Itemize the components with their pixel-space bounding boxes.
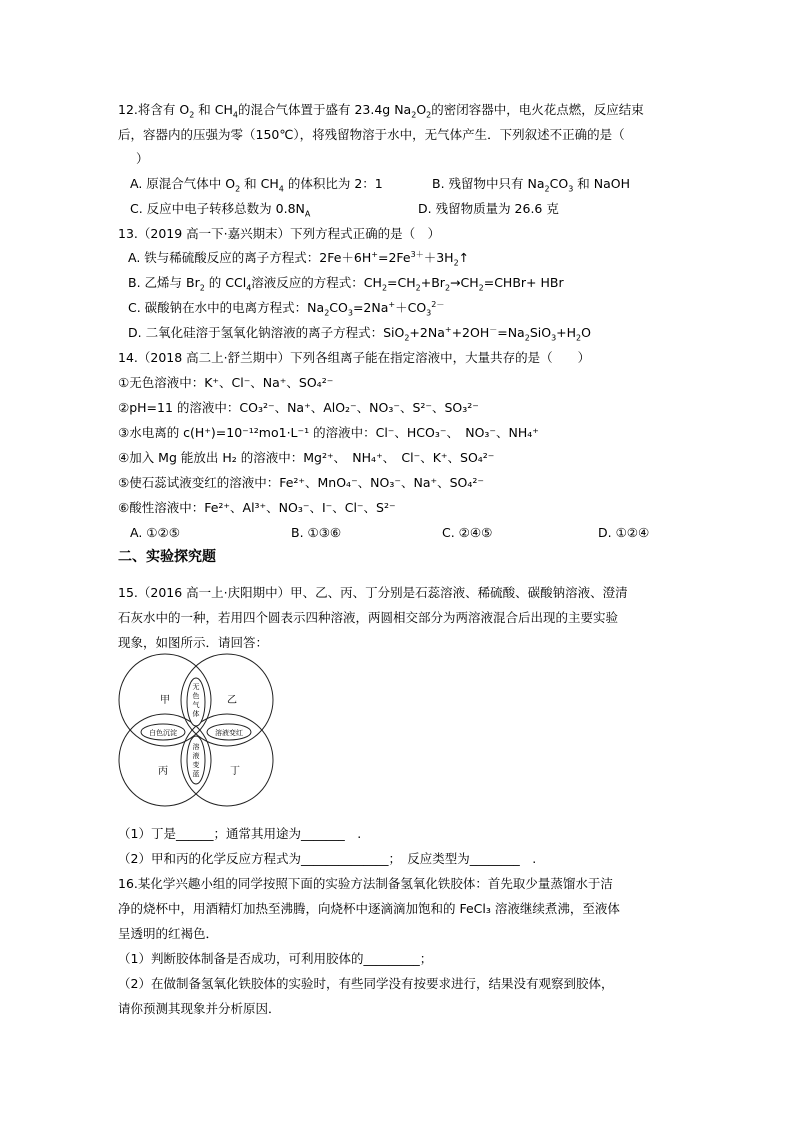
label-bing: 丙 — [158, 766, 168, 777]
q16-part1: （1）判断胶体制备是否成功，可利用胶体的_________； — [118, 951, 433, 966]
venn-diagram — [120, 656, 280, 816]
q14-item-1: ①无色溶液中：K⁺、Cl⁻、Na⁺、SO₄²⁻ — [118, 375, 334, 390]
q15-line2: 石灰水中的一种，若用四个圆表示四种溶液，两圆相交部分为两溶液混合后出现的主要实验 — [118, 610, 619, 625]
label-yi: 乙 — [227, 695, 237, 706]
label-right: 溶液变红 — [215, 729, 243, 737]
q12-line3: ） — [136, 151, 149, 166]
q12-option-c: C. 反应中电子转移总数为 $0.8N_A$ — [130, 201, 311, 219]
q15-part2: （2）甲和丙的化学反应方程式为______________； 反应类型为________ . — [118, 851, 537, 866]
label-top-1: 无 — [192, 683, 200, 691]
q13-option-b: B. 乙烯与 $Br_2$ 的 CCl$_4$溶液反应的方程式：$CH_2=CH_2+Br_2\to CH_2=CHBr+$ HBr — [128, 275, 564, 293]
q13-option-c: C. 碳酸钠在水中的电离方程式：$Na_2CO_3=2Na^++CO_3^{2-}$ — [128, 299, 445, 318]
section-heading: 二、实验探究题 — [118, 549, 216, 565]
q13-option-d: D. 二氧化硅溶于氢氧化钠溶液的离子方程式：$SiO_2+2Na^++2OH^-=Na_2SiO_3+H_2O$ — [128, 324, 591, 343]
label-bottom-4: 蓝 — [192, 770, 200, 778]
q16-line1: 16.某化学兴趣小组的同学按照下面的实验方法制备氢氧化铁胶体：首先取少量蒸馏水于洁 — [118, 876, 613, 891]
q16-part2-line2: 请你预测其现象并分析原因． — [118, 1001, 281, 1016]
q15-line3: 现象，如图所示．请回答： — [118, 635, 269, 650]
q14-stem: 14.（2018 高二上·舒兰期中）下列各组离子能在指定溶液中，大量共存的是（ ） — [118, 350, 591, 365]
label-jia: 甲 — [160, 695, 170, 706]
q13-stem: 13.（2019 高一下·嘉兴期末）下列方程式正确的是（ ） — [118, 226, 441, 241]
q14-item-6: ⑥酸性溶液中：Fe²⁺、Al³⁺、NO₃⁻、I⁻、Cl⁻、S²⁻ — [118, 500, 396, 515]
q14-item-3: ③水电离的 c(H⁺)=10⁻¹²mo1·L⁻¹ 的溶液中：Cl⁻、HCO₃⁻、 NO₃⁻、NH₄⁺ — [118, 425, 539, 440]
q14-item-2: ②pH=11 的溶液中：CO₃²⁻、Na⁺、AlO₂⁻、NO₃⁻、S²⁻、SO₃²⁻ — [118, 400, 479, 415]
q14-option-b: B. ①③⑥ — [291, 525, 342, 540]
q16-part2-line1: （2）在做制备氢氧化铁胶体的实验时，有些同学没有按要求进行，结果没有观察到胶体， — [118, 976, 614, 991]
label-ding: 丁 — [230, 766, 240, 777]
q12-option-a: A. 原混合气体中 $O_2$ 和 $CH_4$ 的体积比为 2：1 — [130, 176, 383, 194]
label-top-2: 色 — [192, 692, 200, 700]
q15-line1: 15.（2016 高一上·庆阳期中）甲、乙、丙、丁分别是石蕊溶液、稀硫酸、碳酸钠溶液、澄清 — [118, 585, 628, 600]
q14-option-d: D. ①②④ — [598, 525, 650, 540]
q14-item-4: ④加入 Mg 能放出 H₂ 的溶液中：Mg²⁺、 NH₄⁺、 Cl⁻、K⁺、SO₄²⁻ — [118, 450, 495, 465]
q12-option-d: D. 残留物质量为 26.6 克 — [418, 201, 559, 216]
q12-line1: 12.将含有 $O_2$ 和 $CH_4$的混合气体置于盛有 23.4g $Na_2O_2$的密闭容器中，电火花点燃，反应结束 — [118, 102, 644, 120]
label-left: 白色沉淀 — [149, 729, 177, 737]
label-top-4: 体 — [192, 710, 200, 718]
label-bottom-3: 变 — [192, 761, 200, 769]
q15-part1: （1）丁是______；通常其用途为_______ . — [118, 826, 362, 841]
q14-item-5: ⑤使石蕊试液变红的溶液中：Fe²⁺、MnO₄⁻、NO₃⁻、Na⁺、SO₄²⁻ — [118, 475, 484, 490]
q12-option-b: B. 残留物中只有 $Na_2CO_3$ 和 NaOH — [432, 176, 630, 194]
q16-line2: 净的烧杯中，用酒精灯加热至沸腾，向烧杯中逐滴滴加饱和的 FeCl₃ 溶液继续煮沸，至液体 — [118, 901, 620, 916]
label-top-3: 气 — [192, 701, 200, 709]
label-bottom-2: 液 — [192, 752, 200, 760]
q16-line3: 呈透明的红褐色． — [118, 926, 219, 941]
q12-line2: 后，容器内的压强为零（150℃），将残留物溶于水中，无气体产生．下列叙述不正确的是（ — [118, 127, 625, 142]
q14-option-a: A. ①②⑤ — [130, 525, 180, 540]
q13-option-a: A. 铁与稀硫酸反应的离子方程式：$2Fe+6H^+=2Fe^{3+}+3H_2↑$ — [128, 249, 470, 268]
label-bottom-1: 溶 — [192, 743, 200, 751]
q14-option-c: C. ②④⑤ — [442, 525, 493, 540]
